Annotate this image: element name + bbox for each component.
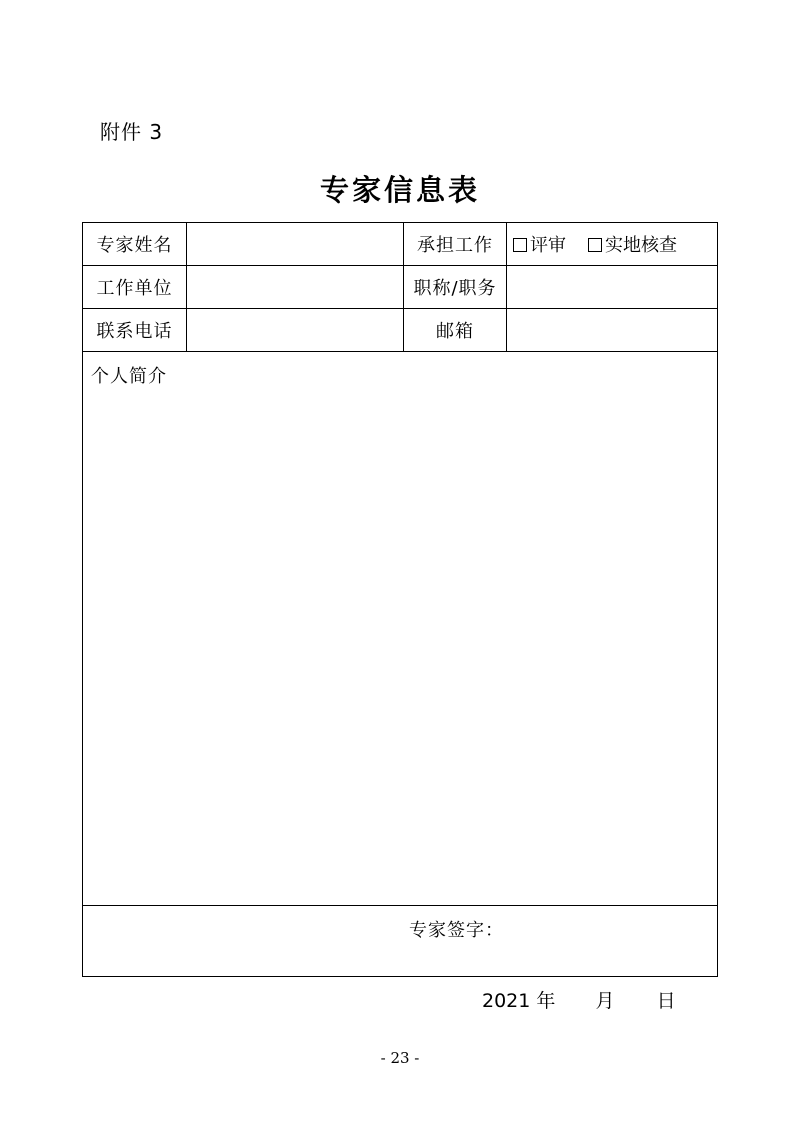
duty-label: 承担工作 [404, 223, 507, 266]
name-label: 专家姓名 [83, 223, 187, 266]
table-row [83, 266, 718, 309]
signature-label: 专家签字： [409, 920, 504, 941]
table-row [83, 906, 718, 977]
duty-option-onsite[interactable] [588, 235, 677, 256]
date-line [482, 986, 676, 1013]
page-number: - 23 - [380, 1049, 420, 1067]
signature-field[interactable] [83, 906, 718, 977]
review-checkbox[interactable] [513, 238, 527, 252]
work-unit-field[interactable] [187, 266, 404, 309]
email-field[interactable] [507, 309, 718, 352]
position-label: 职称/职务 [404, 266, 507, 309]
expert-info-table [82, 222, 718, 977]
phone-label: 联系电话 [83, 309, 187, 352]
onsite-option-label: 实地核查 [605, 235, 677, 256]
date-year: 2021 [482, 990, 531, 1012]
name-field[interactable] [187, 223, 404, 266]
document-title: 专家信息表 [319, 173, 480, 207]
duty-option-review[interactable] [513, 235, 566, 256]
position-field[interactable] [507, 266, 718, 309]
email-label: 邮箱 [404, 309, 507, 352]
work-unit-label: 工作单位 [83, 266, 187, 309]
date-year-unit: 年 [536, 990, 556, 1012]
bio-label: 个人简介 [91, 366, 167, 387]
duty-options [507, 223, 718, 266]
table-row [83, 352, 718, 906]
table-row [83, 309, 718, 352]
attachment-label: 附件 3 [100, 120, 164, 144]
date-day-unit: 日 [656, 990, 676, 1012]
review-option-label: 评审 [530, 235, 566, 256]
onsite-checkbox[interactable] [588, 238, 602, 252]
bio-field[interactable] [83, 352, 718, 906]
table-row [83, 223, 718, 266]
date-month-unit: 月 [595, 990, 615, 1012]
phone-field[interactable] [187, 309, 404, 352]
